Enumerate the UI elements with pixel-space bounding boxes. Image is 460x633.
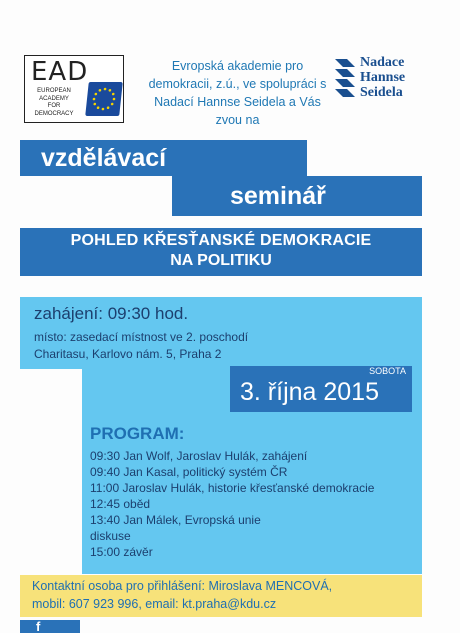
- list-item: diskuse: [90, 529, 131, 543]
- seminar-title-line1: POHLED KŘESŤANSKÉ DEMOKRACIE: [70, 232, 372, 249]
- venue-line: Charitasu, Karlovo nám. 5, Praha 2: [34, 347, 222, 361]
- hss-stripes-icon: [333, 57, 357, 101]
- ead-logo-subtitle: [31, 88, 77, 118]
- date-box: [230, 366, 412, 412]
- hss-logo: [333, 55, 443, 105]
- program-list: [90, 448, 374, 560]
- bottom-strip: [20, 620, 80, 633]
- date-main: 3. října 2015: [240, 378, 379, 406]
- list-item: 13:40 Jan Málek, Evropská unie: [90, 513, 261, 527]
- banner-educational: [20, 140, 307, 176]
- opening-time: zahájení: 09:30 hod.: [34, 304, 189, 323]
- ead-logo-letters: EAD: [31, 57, 89, 87]
- list-item: 09:30 Jan Wolf, Jaroslav Hulák, zahájení: [90, 449, 308, 463]
- venue-line: místo: zasedací místnost ve 2. poschodí: [34, 330, 249, 344]
- venue-text: [34, 329, 324, 363]
- seminar-title-banner: [20, 228, 422, 276]
- ead-subtitle-line: EUROPEAN: [37, 88, 71, 94]
- list-item: 11:00 Jaroslav Hulák, historie křesťanské demokracie: [90, 481, 375, 495]
- ead-subtitle-line: FOR: [47, 103, 61, 109]
- banner-seminar-text: seminář: [230, 182, 326, 210]
- ead-logo: [24, 55, 124, 123]
- contact-details: mobil: 607 923 996, email: kt.praha@kdu.cz: [32, 597, 277, 611]
- facebook-icon[interactable]: f: [36, 619, 41, 633]
- hss-logo-line: Hannse: [360, 70, 406, 85]
- hss-logo-line: Seidela: [360, 85, 403, 100]
- hss-logo-text: [360, 55, 405, 100]
- intro-text: Evropská akademie pro demokracii, z.ú., ve spolupráci s Nadací Hannse Seidela a Vás zvou na: [148, 59, 327, 127]
- seminar-title-line2: NA POLITIKU: [170, 252, 272, 269]
- date-weekday: SOBOTA: [369, 366, 406, 376]
- list-item: 09:40 Jan Kasal, politický systém ČR: [90, 465, 288, 479]
- hss-logo-line: Nadace: [360, 55, 405, 70]
- banner-seminar: [172, 176, 422, 216]
- ead-subtitle-line: ACADEMY: [39, 95, 69, 102]
- eu-flag-icon: [85, 82, 123, 116]
- program-title: PROGRAM:: [90, 424, 185, 443]
- ead-subtitle-line: DEMOCRACY: [34, 110, 74, 117]
- contact-block: [20, 575, 422, 617]
- list-item: 15:00 závěr: [90, 545, 153, 559]
- banner-educational-text: vzdělávací: [41, 144, 167, 172]
- contact-person: Kontaktní osoba pro přihlášení: Miroslava MENCOVÁ,: [32, 579, 333, 593]
- list-item: 12:45 oběd: [90, 497, 151, 511]
